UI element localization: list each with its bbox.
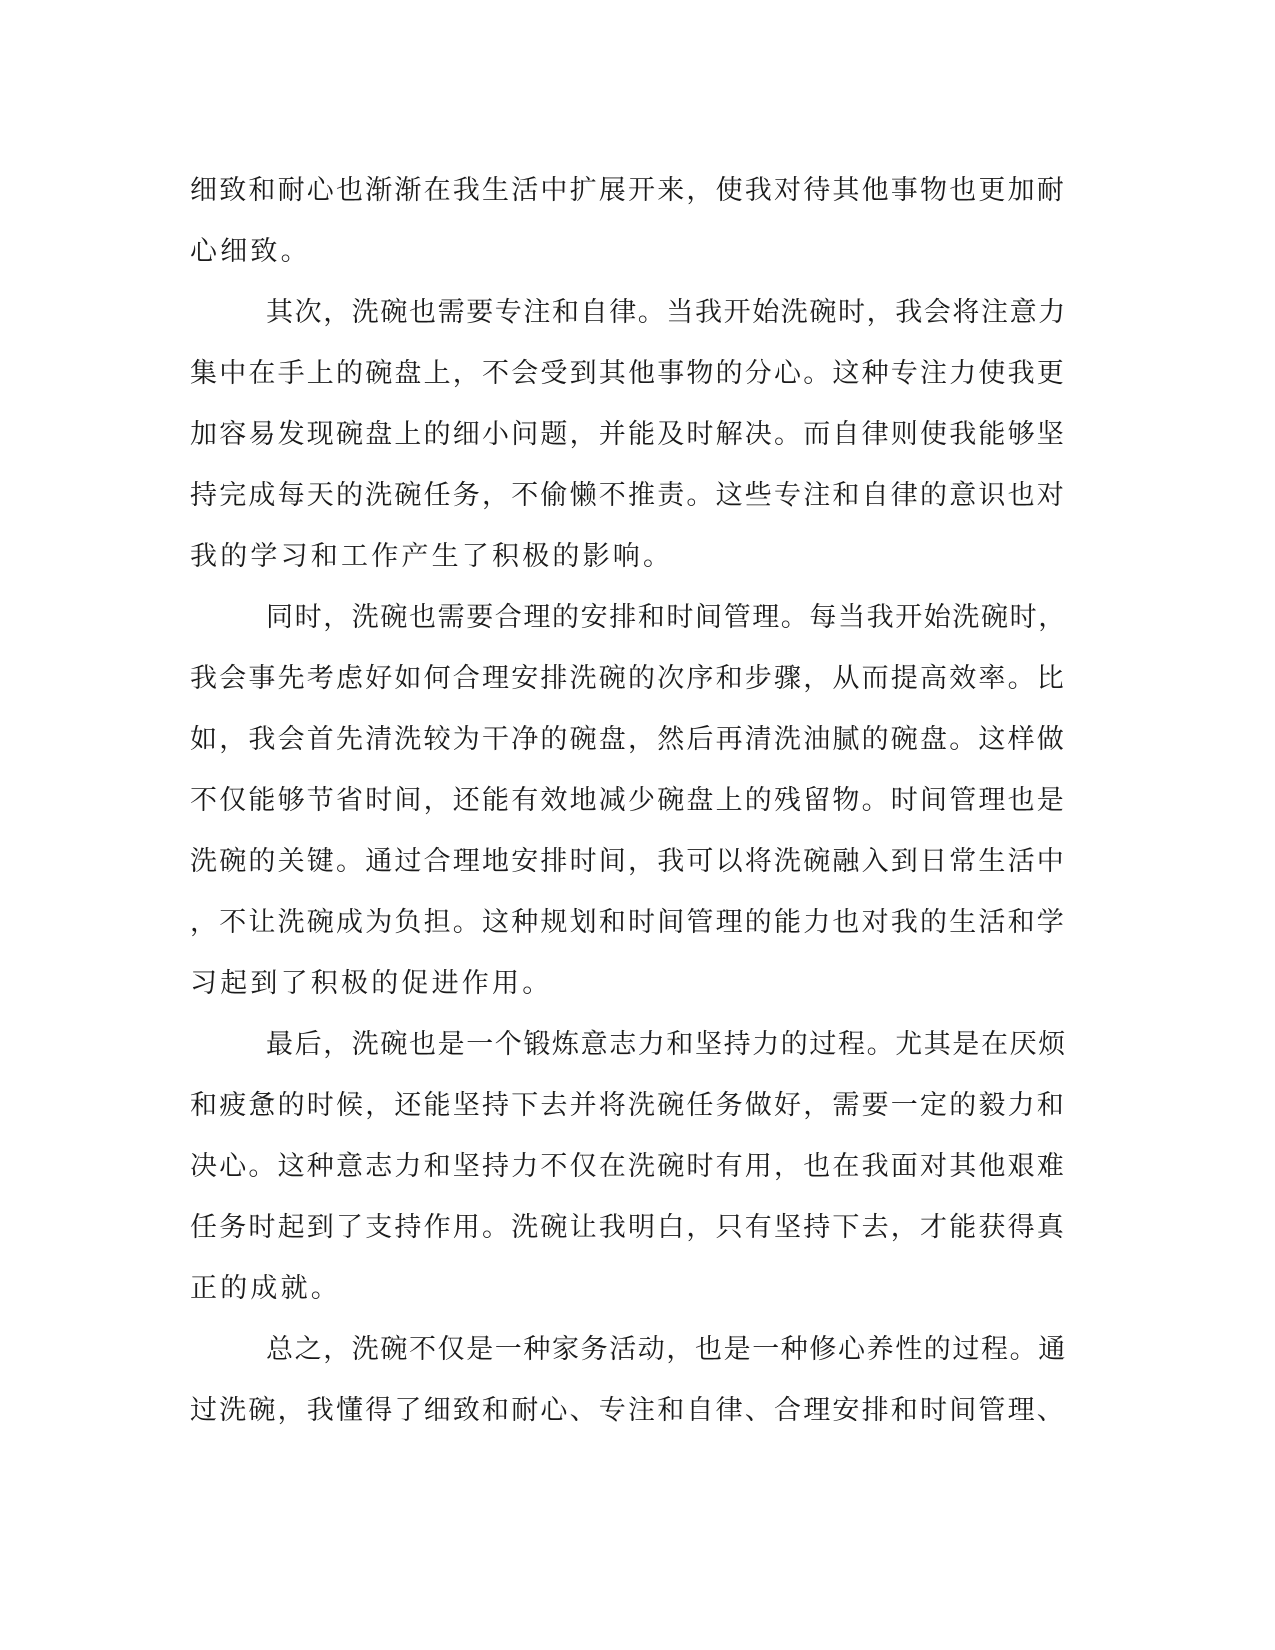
text-line: 和疲惫的时候，还能坚持下去并将洗碗任务做好，需要一定的毅力和 <box>190 1090 1066 1121</box>
text-line: 加容易发现碗盘上的细小问题，并能及时解决。而自律则使我能够坚 <box>190 419 1066 450</box>
text-line: 细致和耐心也渐渐在我生活中扩展开来，使我对待其他事物也更加耐 <box>190 175 1066 206</box>
text-line: 心细致。 <box>190 236 311 267</box>
text-line: ，不让洗碗成为负担。这种规划和时间管理的能力也对我的生活和学 <box>190 907 1066 938</box>
paragraph-first-line: 同时，洗碗也需要合理的安排和时间管理。每当我开始洗碗时， <box>266 602 1067 633</box>
paragraph-first-line: 总之，洗碗不仅是一种家务活动，也是一种修心养性的过程。通 <box>266 1334 1067 1365</box>
text-line: 决心。这种意志力和坚持力不仅在洗碗时有用，也在我面对其他艰难 <box>190 1151 1066 1182</box>
text-line: 如，我会首先清洗较为干净的碗盘，然后再清洗油腻的碗盘。这样做 <box>190 724 1066 755</box>
text-line: 正的成就。 <box>190 1273 341 1304</box>
text-line: 过洗碗，我懂得了细致和耐心、专注和自律、合理安排和时间管理、 <box>190 1395 1066 1426</box>
text-line: 洗碗的关键。通过合理地安排时间，我可以将洗碗融入到日常生活中 <box>190 846 1066 877</box>
text-line: 集中在手上的碗盘上，不会受到其他事物的分心。这种专注力使我更 <box>190 358 1066 389</box>
text-line: 我会事先考虑好如何合理安排洗碗的次序和步骤，从而提高效率。比 <box>190 663 1066 694</box>
body-text <box>190 160 1070 1441</box>
text-line: 任务时起到了支持作用。洗碗让我明白，只有坚持下去，才能获得真 <box>190 1212 1066 1243</box>
text-line: 习起到了积极的促进作用。 <box>190 968 553 999</box>
text-line: 不仅能够节省时间，还能有效地减少碗盘上的残留物。时间管理也是 <box>190 785 1066 816</box>
paragraph-first-line: 其次，洗碗也需要专注和自律。当我开始洗碗时，我会将注意力 <box>266 297 1067 328</box>
text-line: 持完成每天的洗碗任务，不偷懒不推责。这些专注和自律的意识也对 <box>190 480 1066 511</box>
text-line: 我的学习和工作产生了积极的影响。 <box>190 541 674 572</box>
paragraph-first-line: 最后，洗碗也是一个锻炼意志力和坚持力的过程。尤其是在厌烦 <box>266 1029 1067 1060</box>
